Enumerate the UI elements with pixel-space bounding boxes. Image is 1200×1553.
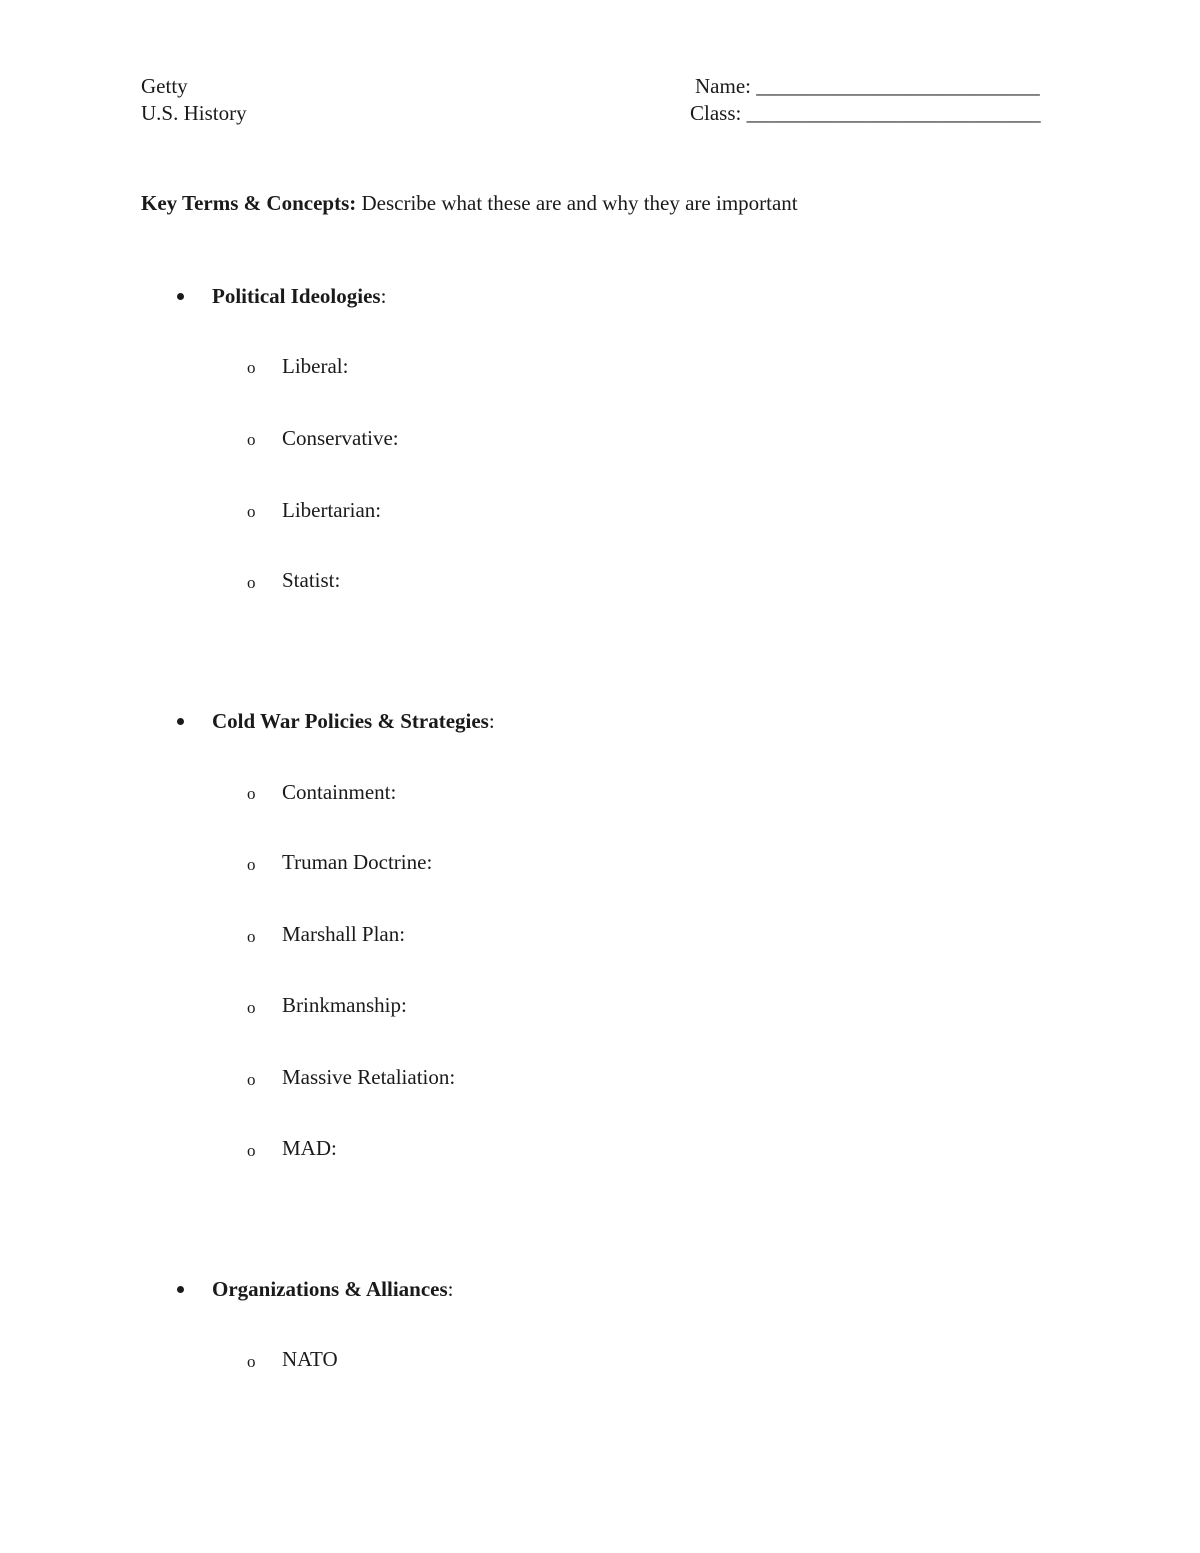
sub-bullet-icon: o (247, 1141, 256, 1160)
instructions-text: Describe what these are and why they are important (356, 191, 798, 215)
course-name: U.S. History (141, 101, 247, 125)
term-item: Libertarian: (282, 498, 382, 522)
bullet-icon (177, 718, 184, 725)
name-label: Name: (695, 74, 751, 98)
term-item: Conservative: (282, 426, 399, 450)
sub-bullet-icon: o (247, 573, 256, 592)
section-heading (212, 283, 386, 309)
bullet-icon (177, 1286, 184, 1293)
section-colon: : (447, 1277, 454, 1301)
class-line (690, 100, 1041, 126)
term-item: Marshall Plan: (282, 922, 406, 946)
sub-bullet-icon: o (247, 784, 256, 803)
section-title: Cold War Policies & Strategies (212, 709, 489, 733)
section-colon: : (488, 709, 495, 733)
sub-bullet-icon: o (247, 998, 256, 1017)
term-item: Brinkmanship: (282, 993, 407, 1017)
name-blank: ___________________________ (756, 74, 1040, 98)
name-line (695, 73, 1040, 99)
term-item: Massive Retaliation: (282, 1065, 456, 1089)
sub-bullet-icon: o (247, 1070, 256, 1089)
class-blank: ____________________________ (746, 101, 1041, 125)
sub-bullet-icon: o (247, 430, 256, 449)
section-heading (212, 708, 495, 734)
section-colon: : (380, 284, 387, 308)
term-item: Containment: (282, 780, 397, 804)
teacher-name: Getty (141, 74, 188, 98)
instructions-label: Key Terms & Concepts: (141, 191, 357, 215)
section-heading (212, 1276, 454, 1302)
term-item: Truman Doctrine: (282, 850, 433, 874)
instructions (141, 190, 798, 216)
sub-bullet-icon: o (247, 1352, 256, 1371)
sub-bullet-icon: o (247, 855, 256, 874)
sub-bullet-icon: o (247, 502, 256, 521)
bullet-icon (177, 293, 184, 300)
term-item: NATO (282, 1347, 338, 1371)
term-item: Statist: (282, 568, 341, 592)
section-title: Political Ideologies (212, 284, 381, 308)
term-item: Liberal: (282, 354, 349, 378)
sub-bullet-icon: o (247, 927, 256, 946)
sub-bullet-icon: o (247, 358, 256, 377)
class-label: Class: (690, 101, 742, 125)
term-item: MAD: (282, 1136, 337, 1160)
section-title: Organizations & Alliances (212, 1277, 448, 1301)
